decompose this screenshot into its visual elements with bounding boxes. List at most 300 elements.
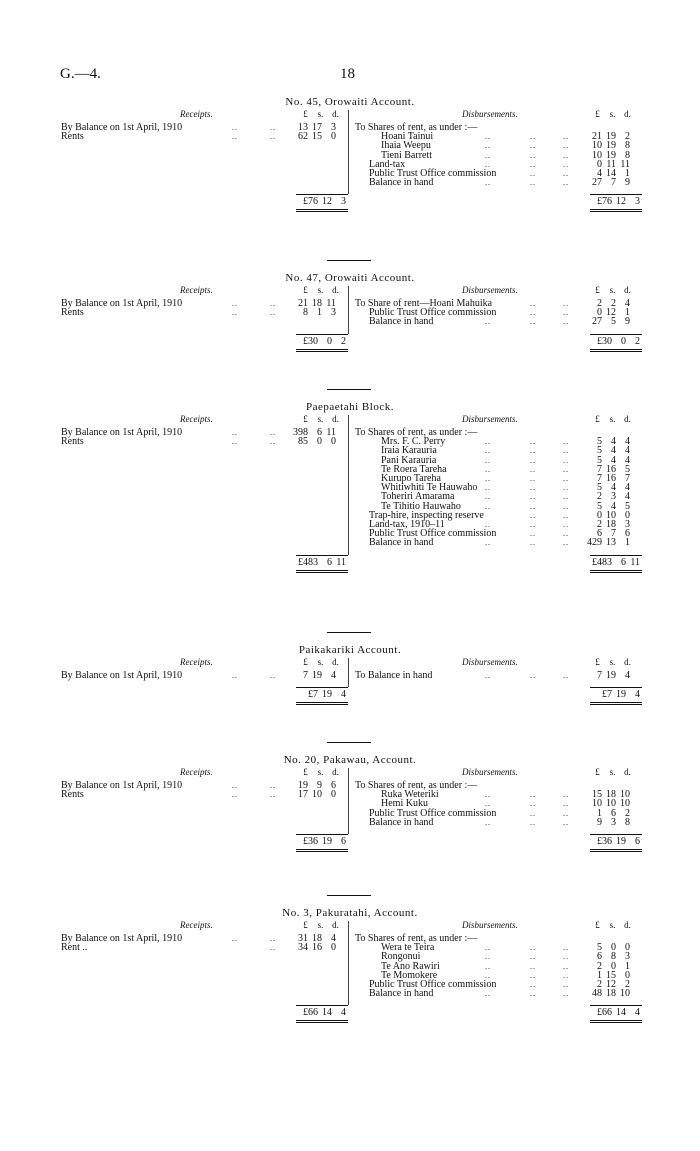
receipts-total-shillings: 19 <box>322 836 332 847</box>
page-number: 18 <box>340 66 355 82</box>
disbursements-units-0: £ <box>595 109 600 119</box>
receipts-units-2: d. <box>332 920 339 930</box>
disbursement-amount-pence: 1 <box>625 960 630 972</box>
disbursement-amount-shillings: 13 <box>606 537 616 549</box>
receipt-amount <box>290 437 342 446</box>
disbursement-label: Te Tihitio Hauwaho <box>381 500 461 512</box>
disbursement-leader-dots: .. <box>485 970 491 980</box>
receipts-total-pounds: £36 <box>303 836 318 847</box>
disbursement-leader-dots: .. <box>485 817 491 827</box>
receipt-label: Rent .. <box>61 942 88 954</box>
disbursement-amount-pence: 3 <box>625 951 630 963</box>
disbursements-heading: Disbursements. <box>462 109 518 119</box>
disbursement-amount-pence: 0 <box>625 969 630 981</box>
receipts-units-2: d. <box>332 414 339 424</box>
disbursement-leader-dots: .. <box>563 308 569 318</box>
disbursement-amount-pounds: 4 <box>597 168 602 179</box>
disbursement-leader-dots: .. <box>485 952 491 962</box>
receipts-total-rule <box>296 834 348 835</box>
disbursement-leader-dots: .. <box>485 132 491 142</box>
disbursement-label: Te Ano Rawiri <box>381 960 440 972</box>
disbursement-amount <box>584 178 636 187</box>
disbursement-leader-dots: .. <box>485 790 491 800</box>
disbursement-leader-dots: .. <box>563 474 569 483</box>
receipts-total-pounds: £483 <box>298 556 318 568</box>
disbursement-leader-dots: .. <box>530 970 536 980</box>
disbursement-leader-dots: .. <box>485 671 491 680</box>
disbursement-leader-dots: .. <box>530 817 536 827</box>
disbursement-amount-pounds: 2 <box>597 519 602 530</box>
disbursement-leader-dots: .. <box>563 671 569 680</box>
receipts-total-pounds: £66 <box>303 1007 318 1019</box>
receipt-amount-pence: 6 <box>331 780 336 791</box>
disbursements-total <box>590 558 644 567</box>
disbursement-amount-shillings: 15 <box>606 969 616 981</box>
receipts-total <box>296 337 350 346</box>
disbursement-amount-shillings: 19 <box>606 670 616 681</box>
disbursement-leader-dots: .. <box>563 538 569 548</box>
receipts-total-pence: 2 <box>341 335 346 347</box>
disbursement-amount-pounds: 7 <box>597 473 602 484</box>
disbursement-label: Iraia Karauria <box>381 445 437 457</box>
disbursement-leader-dots: .. <box>530 492 536 502</box>
disbursement-label: Pani Karauria <box>381 454 437 466</box>
disbursement-amount-pounds: 10 <box>592 149 602 161</box>
receipt-amount-pence: 3 <box>331 122 336 133</box>
disbursement-amount-pence: 8 <box>625 149 630 161</box>
receipts-total-double-rule <box>296 1020 348 1023</box>
receipt-amount-pence: 11 <box>326 427 336 438</box>
disbursement-amount-shillings: 8 <box>611 951 616 963</box>
receipt-leader-dots: .. <box>232 308 238 318</box>
disbursements-total-rule <box>590 1005 642 1006</box>
receipts-units <box>298 415 343 424</box>
disbursement-amount-pounds: 0 <box>597 307 602 319</box>
disbursement-amount-pence: 1 <box>625 307 630 319</box>
disbursements-total-double-rule <box>590 702 642 705</box>
disbursements-total-shillings: 19 <box>616 836 626 847</box>
disbursement-label: Land-tax, 1910–11 <box>369 519 445 530</box>
disbursement-leader-dots: .. <box>530 943 536 953</box>
receipt-amount <box>290 943 342 952</box>
disbursements-total-pounds: £66 <box>597 1007 612 1019</box>
disbursement-amount-shillings: 0 <box>611 942 616 954</box>
disbursement-amount-shillings: 0 <box>611 960 616 972</box>
disbursement-amount-pounds: 5 <box>597 436 602 448</box>
disbursements-total-double-rule <box>590 570 642 573</box>
receipt-leader-dots: .. <box>232 132 238 142</box>
column-rule <box>348 921 349 1005</box>
receipts-total-shillings: 19 <box>322 689 332 701</box>
disbursements-total-pounds: £76 <box>597 196 612 208</box>
disbursement-amount-pence: 2 <box>625 979 630 990</box>
disbursement-amount-shillings: 14 <box>606 168 616 179</box>
disbursement-leader-dots: .. <box>485 483 491 493</box>
receipt-amount-shillings: 6 <box>317 427 322 438</box>
disbursement-amount-pence: 2 <box>625 131 630 143</box>
receipts-units-1: s. <box>317 920 324 930</box>
disbursement-amount-pence: 4 <box>625 482 630 494</box>
disbursement-label: Balance in hand <box>369 177 434 189</box>
disbursement-amount-pence: 3 <box>625 519 630 530</box>
disbursement-amount-pence: 5 <box>625 463 630 475</box>
disbursement-leader-dots: .. <box>563 520 569 529</box>
disbursement-label: Balance in hand <box>369 316 434 328</box>
disbursement-label: Toheriri Amarama <box>381 491 455 503</box>
account-title: No. 47, Orowaiti Account. <box>285 272 415 284</box>
disbursement-leader-dots: .. <box>563 529 569 539</box>
column-rule <box>348 110 349 194</box>
disbursement-amount-pence: 10 <box>620 798 630 810</box>
section-separator <box>327 260 371 261</box>
disbursement-leader-dots: .. <box>563 961 569 971</box>
disbursement-leader-dots: .. <box>530 790 536 800</box>
receipts-total-pence: 4 <box>341 689 346 701</box>
disbursement-label: Public Trust Office commission <box>369 807 497 819</box>
disbursement-amount-pounds: 48 <box>592 988 602 1000</box>
receipt-amount-pence: 3 <box>331 307 336 319</box>
disbursement-label: Te Momokere <box>381 969 438 981</box>
disbursement-label: Mrs. F. C. Perry <box>381 436 446 448</box>
disbursement-amount-shillings: 11 <box>606 158 616 170</box>
disbursement-amount-pounds: 9 <box>597 816 602 828</box>
disbursement-label: To Share of rent—Hoani Mahuika <box>355 298 493 309</box>
disbursement-leader-dots: .. <box>485 464 491 474</box>
disbursement-leader-dots: .. <box>530 538 536 548</box>
disbursement-amount-pence: 8 <box>625 140 630 152</box>
disbursement-amount-pounds: 5 <box>597 500 602 512</box>
disbursement-label: Hoani Tainui <box>381 131 434 143</box>
receipts-heading: Receipts. <box>180 920 213 930</box>
disbursement-label: Balance in hand <box>369 537 434 549</box>
disbursement-leader-dots: .. <box>563 150 569 160</box>
receipt-amount-pounds: 7 <box>303 670 308 681</box>
disbursement-leader-dots: .. <box>530 501 536 511</box>
receipt-leader-dots: .. <box>270 934 276 943</box>
disbursements-total <box>590 337 644 346</box>
receipt-amount-shillings: 0 <box>317 436 322 448</box>
disbursement-leader-dots: .. <box>530 299 536 308</box>
disbursement-leader-dots: .. <box>485 474 491 483</box>
disbursement-amount-pence: 4 <box>625 298 630 309</box>
receipts-total-rule <box>296 334 348 335</box>
disbursement-amount <box>584 989 636 998</box>
disbursement-amount-pounds: 429 <box>587 537 602 549</box>
receipt-amount-shillings: 9 <box>317 780 322 791</box>
receipt-leader-dots: .. <box>232 428 238 437</box>
disbursement-amount-pounds: 10 <box>592 798 602 810</box>
disbursements-total-shillings: 0 <box>621 335 626 347</box>
receipt-amount-pounds: 34 <box>298 942 308 954</box>
disbursement-leader-dots: .. <box>485 178 491 188</box>
disbursement-leader-dots: .. <box>485 989 491 999</box>
disbursements-total-pence: 3 <box>635 196 640 208</box>
disbursement-leader-dots: .. <box>563 952 569 962</box>
disbursement-leader-dots: .. <box>563 437 569 447</box>
receipt-amount <box>290 671 342 680</box>
account-title: No. 20, Pakawau, Account. <box>283 754 417 766</box>
disbursements-total-double-rule <box>590 849 642 852</box>
disbursement-leader-dots: .. <box>530 980 536 989</box>
disbursement-amount-pounds: 6 <box>597 951 602 963</box>
receipt-leader-dots: .. <box>270 781 276 790</box>
column-rule <box>348 768 349 834</box>
disbursement-label: To Shares of rent, as under :— <box>355 427 478 438</box>
disbursement-leader-dots: .. <box>563 299 569 308</box>
disbursement-leader-dots: .. <box>530 317 536 327</box>
disbursement-label: To Shares of rent, as under :— <box>355 780 478 791</box>
receipts-total-shillings: 12 <box>322 196 332 208</box>
receipts-total-shillings: 14 <box>322 1007 332 1019</box>
receipt-amount-shillings: 17 <box>312 122 322 133</box>
receipt-leader-dots: .. <box>232 437 238 447</box>
disbursement-leader-dots: .. <box>485 501 491 511</box>
receipt-amount <box>290 790 342 799</box>
disbursement-leader-dots: .. <box>485 520 491 529</box>
disbursement-amount-pence: 9 <box>625 316 630 328</box>
disbursement-amount-shillings: 3 <box>611 491 616 503</box>
receipts-units <box>298 658 343 667</box>
disbursement-leader-dots: .. <box>485 961 491 971</box>
disbursement-label: Whitiwhiti Te Hauwaho <box>381 482 478 494</box>
disbursements-units-1: s. <box>609 285 616 295</box>
receipt-label: By Balance on 1st April, 1910 <box>61 427 183 438</box>
disbursement-label: To Shares of rent, as under :— <box>355 933 478 944</box>
disbursement-leader-dots: .. <box>530 308 536 318</box>
receipts-units-1: s. <box>317 109 324 119</box>
receipt-leader-dots: .. <box>232 781 238 790</box>
receipt-amount-pence: 0 <box>331 789 336 801</box>
receipts-total-rule <box>296 194 348 195</box>
receipt-amount-pence: 0 <box>331 436 336 448</box>
disbursement-label: Public Trust Office commission <box>369 307 497 319</box>
disbursement-amount-pounds: 5 <box>597 942 602 954</box>
disbursement-amount-pounds: 27 <box>592 316 602 328</box>
receipt-amount-shillings: 1 <box>317 307 322 319</box>
disbursement-leader-dots: .. <box>563 980 569 989</box>
disbursement-amount-pence: 2 <box>625 807 630 819</box>
receipt-label: Rents <box>61 131 84 143</box>
disbursement-amount-pounds: 7 <box>597 463 602 475</box>
receipts-total <box>296 1008 350 1017</box>
disbursements-units-0: £ <box>595 414 600 424</box>
disbursements-total-pounds: £483 <box>592 556 612 568</box>
disbursement-amount-pence: 5 <box>625 500 630 512</box>
disbursement-amount-pence: 4 <box>625 454 630 466</box>
account-section <box>0 401 700 568</box>
disbursement-amount-pounds: 27 <box>592 177 602 189</box>
account-section <box>0 98 700 248</box>
disbursement-leader-dots: .. <box>530 141 536 151</box>
disbursement-amount-shillings: 2 <box>611 298 616 309</box>
account-title: No. 3, Pakuratahi, Account. <box>282 907 418 919</box>
disbursements-heading: Disbursements. <box>462 657 518 667</box>
receipt-amount-shillings: 10 <box>312 789 322 801</box>
receipts-units-0: £ <box>303 657 308 667</box>
disbursements-total-double-rule <box>590 349 642 352</box>
receipt-amount-pounds: 19 <box>298 780 308 791</box>
receipt-amount-pence: 0 <box>331 942 336 954</box>
disbursement-amount-pence: 9 <box>625 177 630 189</box>
disbursements-total-pence: 11 <box>630 556 640 568</box>
section-separator <box>327 742 371 743</box>
receipts-units <box>298 768 343 777</box>
disbursements-total-pounds: £30 <box>597 335 612 347</box>
disbursement-amount-pounds: 0 <box>597 158 602 170</box>
disbursement-leader-dots: .. <box>485 159 491 169</box>
disbursement-label: To Balance in hand <box>355 670 433 681</box>
receipt-amount <box>290 132 342 141</box>
receipts-total <box>296 558 350 567</box>
receipt-amount-shillings: 18 <box>312 298 322 309</box>
receipt-amount-shillings: 15 <box>312 131 322 143</box>
disbursements-total-shillings: 14 <box>616 1007 626 1019</box>
disbursement-amount-pence: 4 <box>625 436 630 448</box>
disbursement-leader-dots: .. <box>530 474 536 483</box>
disbursement-amount-shillings: 5 <box>611 316 616 328</box>
disbursement-leader-dots: .. <box>530 150 536 160</box>
receipt-amount-pounds: 62 <box>298 131 308 143</box>
disbursement-amount-shillings: 4 <box>611 482 616 494</box>
receipts-total-rule <box>296 555 348 556</box>
receipts-units-0: £ <box>303 767 308 777</box>
disbursement-amount-shillings: 4 <box>611 436 616 448</box>
receipt-amount-pence: 11 <box>326 298 336 309</box>
disbursement-leader-dots: .. <box>563 970 569 980</box>
disbursement-amount-pounds: 5 <box>597 445 602 457</box>
receipts-heading: Receipts. <box>180 109 213 119</box>
receipts-heading: Receipts. <box>180 414 213 424</box>
disbursements-units <box>590 415 635 424</box>
disbursement-leader-dots: .. <box>563 464 569 474</box>
receipt-amount-shillings: 19 <box>312 670 322 681</box>
receipts-units-1: s. <box>317 285 324 295</box>
disbursement-label: Kurupo Tareha <box>381 473 441 484</box>
disbursement-leader-dots: .. <box>530 455 536 465</box>
disbursement-leader-dots: .. <box>563 455 569 465</box>
disbursement-amount-shillings: 19 <box>606 149 616 161</box>
receipt-amount-shillings: 16 <box>312 942 322 954</box>
receipts-total-pence: 4 <box>341 1007 346 1019</box>
receipts-total-rule <box>296 687 348 688</box>
disbursement-leader-dots: .. <box>530 132 536 142</box>
disbursement-label: Tieni Barrett <box>381 149 433 161</box>
receipt-label: By Balance on 1st April, 1910 <box>61 670 183 681</box>
disbursement-leader-dots: .. <box>530 159 536 169</box>
disbursement-amount-pounds: 10 <box>592 140 602 152</box>
receipt-leader-dots: .. <box>270 428 276 437</box>
disbursement-leader-dots: .. <box>530 671 536 680</box>
receipts-units-2: d. <box>332 767 339 777</box>
disbursement-amount <box>584 317 636 326</box>
disbursement-leader-dots: .. <box>485 446 491 456</box>
receipts-units-2: d. <box>332 109 339 119</box>
disbursement-amount-shillings: 10 <box>606 798 616 810</box>
disbursement-amount-pence: 0 <box>625 942 630 954</box>
receipts-units-2: d. <box>332 285 339 295</box>
disbursements-units-0: £ <box>595 285 600 295</box>
receipt-amount-pence: 0 <box>331 131 336 143</box>
disbursement-amount <box>584 671 636 680</box>
receipts-units-2: d. <box>332 657 339 667</box>
disbursements-units-1: s. <box>609 767 616 777</box>
disbursement-leader-dots: .. <box>485 455 491 465</box>
disbursement-leader-dots: .. <box>485 943 491 953</box>
receipts-units-0: £ <box>303 109 308 119</box>
disbursement-amount-pounds: 7 <box>597 670 602 681</box>
disbursement-leader-dots: .. <box>530 464 536 474</box>
disbursement-amount-shillings: 12 <box>606 307 616 319</box>
receipt-amount <box>290 308 342 317</box>
disbursements-total-pence: 6 <box>635 836 640 847</box>
disbursement-leader-dots: .. <box>563 132 569 142</box>
disbursement-amount-pence: 4 <box>625 445 630 457</box>
disbursement-leader-dots: .. <box>563 989 569 999</box>
disbursements-total-shillings: 6 <box>621 556 626 568</box>
disbursement-leader-dots: .. <box>485 437 491 447</box>
disbursement-label: Land-tax <box>369 158 406 170</box>
receipt-leader-dots: .. <box>232 934 238 943</box>
section-separator <box>327 632 371 633</box>
receipts-total <box>296 197 350 206</box>
receipt-label: Rents <box>61 789 84 801</box>
receipts-total <box>296 837 350 846</box>
receipt-amount-pounds: 85 <box>298 436 308 448</box>
disbursement-amount-pounds: 15 <box>592 789 602 801</box>
disbursement-amount-pence: 4 <box>625 491 630 503</box>
disbursement-label: Hemi Kuku <box>381 798 428 810</box>
account-section <box>0 756 700 906</box>
disbursement-leader-dots: .. <box>530 483 536 493</box>
disbursement-leader-dots: .. <box>530 961 536 971</box>
receipt-amount-pounds: 398 <box>293 427 308 438</box>
disbursements-total-rule <box>590 555 642 556</box>
disbursements-total-pence: 4 <box>635 1007 640 1019</box>
receipts-total-double-rule <box>296 570 348 573</box>
receipt-label: Rents <box>61 436 84 448</box>
disbursements-units-2: d. <box>624 920 631 930</box>
receipts-total-double-rule <box>296 702 348 705</box>
receipts-total-pence: 6 <box>341 836 346 847</box>
disbursements-units-2: d. <box>624 657 631 667</box>
disbursement-amount-pence: 1 <box>625 537 630 549</box>
disbursement-leader-dots: .. <box>563 817 569 827</box>
disbursements-units <box>590 286 635 295</box>
disbursement-amount-pence: 4 <box>625 670 630 681</box>
disbursement-leader-dots: .. <box>530 169 536 178</box>
disbursements-total-double-rule <box>590 209 642 212</box>
disbursements-units-1: s. <box>609 657 616 667</box>
receipt-amount-pounds: 8 <box>303 307 308 319</box>
disbursements-total <box>590 197 644 206</box>
disbursements-total-double-rule <box>590 1020 642 1023</box>
disbursement-amount-pounds: 2 <box>597 979 602 990</box>
page-ref: G.—4. <box>60 66 101 82</box>
disbursement-amount-shillings: 16 <box>606 463 616 475</box>
receipts-units-0: £ <box>303 285 308 295</box>
disbursement-leader-dots: .. <box>485 150 491 160</box>
receipts-heading: Receipts. <box>180 657 213 667</box>
disbursement-label: Public Trust Office commission <box>369 168 497 179</box>
disbursement-leader-dots: .. <box>563 317 569 327</box>
disbursements-total-shillings: 19 <box>616 689 626 701</box>
disbursement-label: Wera te Teira <box>381 942 435 954</box>
receipts-units-0: £ <box>303 414 308 424</box>
receipt-label: By Balance on 1st April, 1910 <box>61 298 183 309</box>
receipts-total-double-rule <box>296 209 348 212</box>
disbursement-amount <box>584 538 636 547</box>
receipts-heading: Receipts. <box>180 767 213 777</box>
